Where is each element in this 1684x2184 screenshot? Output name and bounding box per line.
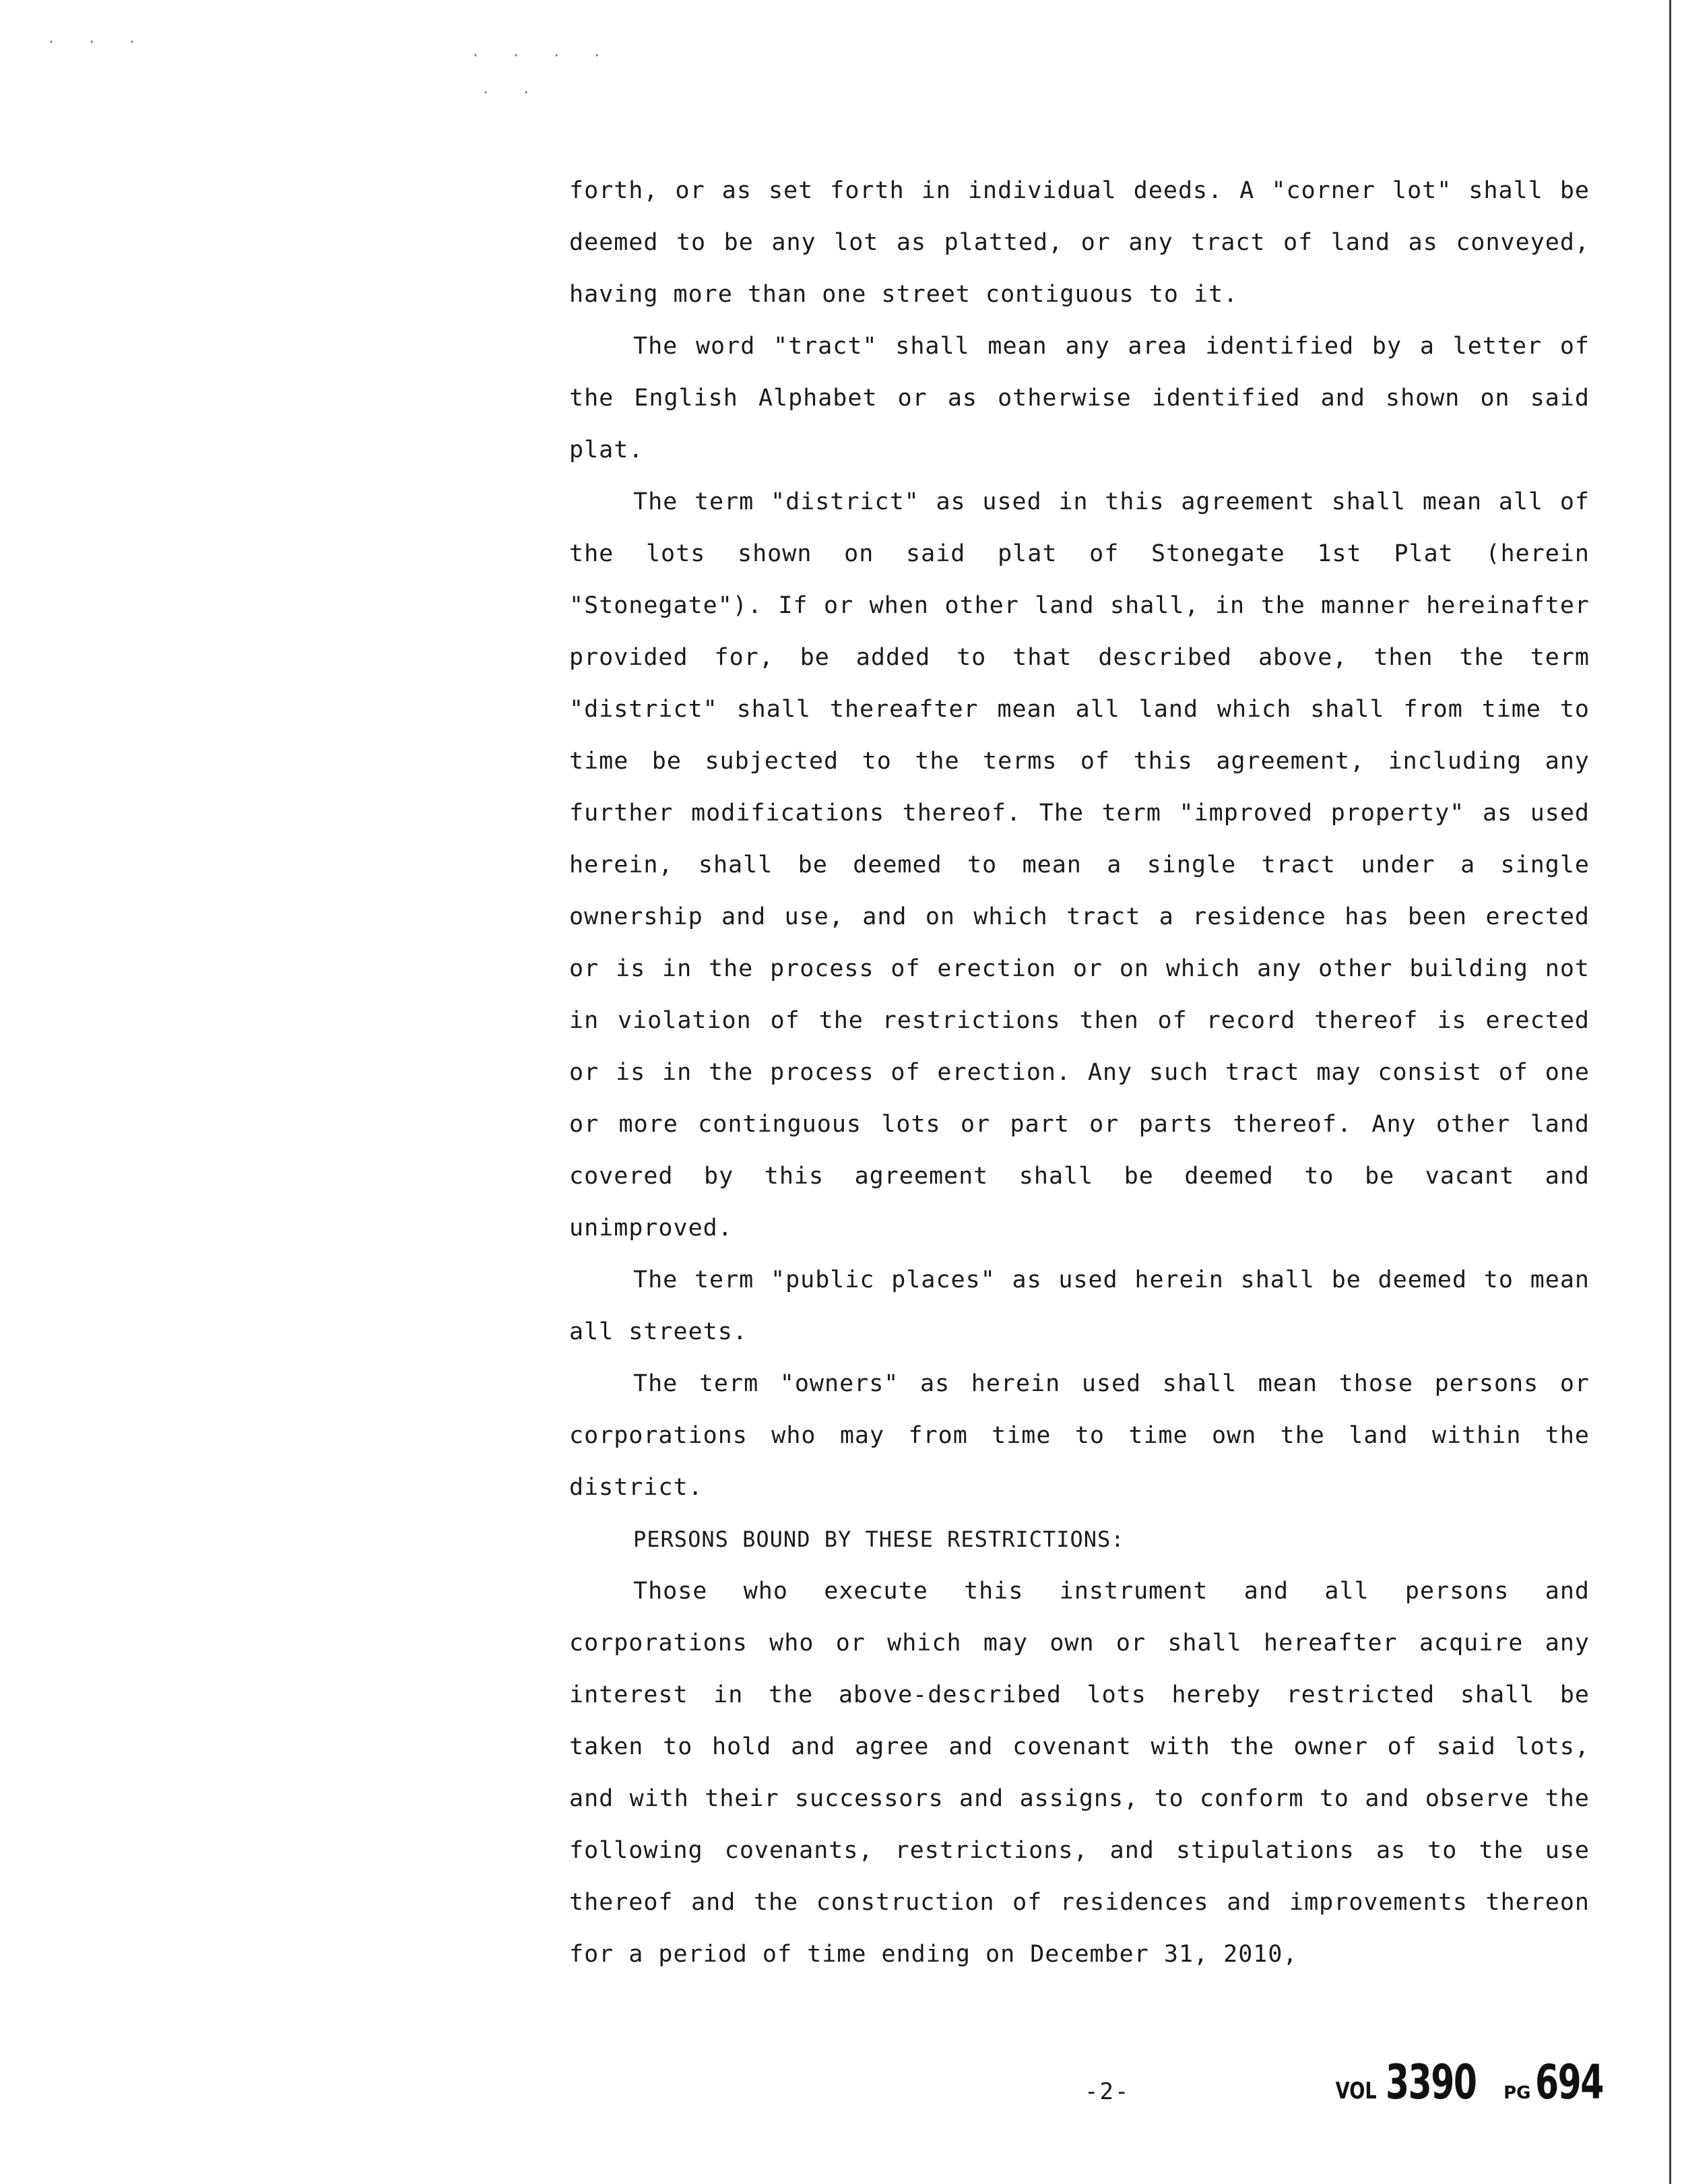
stamp-page-number: 694 (1534, 2055, 1603, 2110)
paragraph-owners-definition: The term "owners" as herein used shall mean those persons or corporations who may from time to time own the land within the district. (569, 1370, 1590, 1501)
document-body (569, 165, 1590, 1981)
paragraph-corner-lot: forth, or as set forth in individual deeds. A "corner lot" shall be deemed to be any lot as platted, or any tract of land as conveyed, having more than one street contiguous to it. (569, 177, 1590, 308)
scan-specks-top-left: · · · (47, 34, 149, 50)
paragraph-public-places: The term "public places" as used herein shall be deemed to mean all streets. (569, 1266, 1590, 1345)
section-heading-persons-bound: PERSONS BOUND BY THESE RESTRICTIONS: (633, 1527, 1125, 1552)
stamp-vol-label: VOL (1335, 2078, 1377, 2105)
book-page-stamp (1330, 2055, 1629, 2110)
paragraph-persons-bound: Those who execute this instrument and all persons and corporations who or which may own or shall hereafter acquire any interest in the above-described lots hereby restricted shall be taken to hold and agree and covenant with the owner of said lots, and with their successors and assigns, to conform to and observe the following covenants, restrictions, and stipulations as to the use thereof and the construction of residences and improvements thereon for a period of time ending on December 31, 2010, (569, 1578, 1590, 1968)
scan-specks-top-middle-2: · · (482, 84, 543, 100)
scan-specks-top-middle: · · · · (472, 47, 614, 63)
stamp-page-label: PG (1503, 2083, 1531, 2103)
stamp-vol-number: 3390 (1386, 2055, 1477, 2110)
scan-edge-line (1669, 0, 1671, 2184)
page-number: -2- (1084, 2078, 1130, 2105)
paragraph-district-definition: The term "district" as used in this agreement shall mean all of the lots shown on said plat of Stonegate 1st Plat (herein "Stonegate"). If or when other land shall, in the manner hereinafter provided for, be added to that described above, then the term "district" shall thereafter mean all land which shall from time to time be subjected to the terms of this agreement, including any further modifications thereof. The term "improved property" as used herein, shall be deemed to mean a single tract under a single ownership and use, and on which tract a residence has been erected or is in the process of erection or on which any other building not in violation of the restrictions then of record thereof is erected or is in the process of erection. Any such tract may consist of one or more continguous lots or part or parts thereof. Any other land covered by this agreement shall be deemed to be vacant and unimproved. (569, 488, 1590, 1242)
paragraph-tract-definition: The word "tract" shall mean any area identified by a letter of the English Alphabet or as otherwise identified and shown on said plat. (569, 333, 1590, 463)
